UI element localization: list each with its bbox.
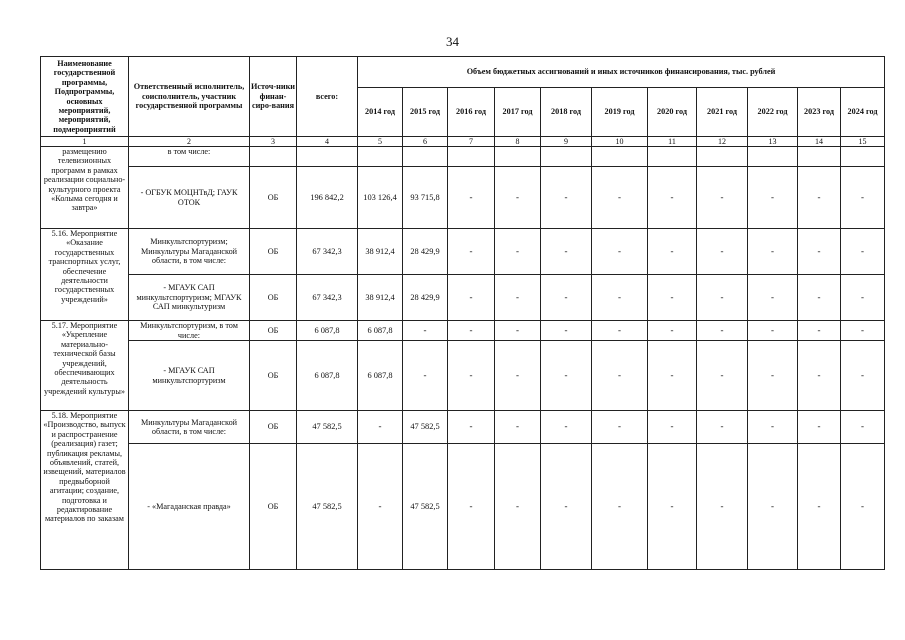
executor: Минкультуры Магаданской области, в том числе: <box>129 411 250 444</box>
year-value: 103 126,4 <box>358 167 403 229</box>
header-year: 2022 год <box>748 88 798 137</box>
year-value: - <box>648 321 697 341</box>
year-value: - <box>841 411 885 444</box>
column-number: 12 <box>697 137 748 147</box>
executor: Минкультспортуризм; Минкультуры Магаданской области, в том числе: <box>129 229 250 275</box>
year-value: - <box>592 321 648 341</box>
year-value: - <box>798 167 841 229</box>
year-value: - <box>403 321 448 341</box>
year-value: - <box>748 411 798 444</box>
header-year: 2020 год <box>648 88 697 137</box>
year-value: - <box>358 444 403 570</box>
year-value: - <box>448 321 495 341</box>
year-value: - <box>748 341 798 411</box>
column-number: 14 <box>798 137 841 147</box>
budget-table <box>40 56 885 570</box>
header-year: 2017 год <box>495 88 541 137</box>
column-number: 4 <box>297 137 358 147</box>
header-year: 2018 год <box>541 88 592 137</box>
header-year: 2019 год <box>592 88 648 137</box>
column-number: 5 <box>358 137 403 147</box>
year-value: - <box>495 411 541 444</box>
funding-source: ОБ <box>250 411 297 444</box>
year-value: - <box>748 167 798 229</box>
header-year: 2016 год <box>448 88 495 137</box>
year-value: - <box>358 411 403 444</box>
year-value: - <box>697 411 748 444</box>
year-value: - <box>541 411 592 444</box>
year-value: - <box>648 341 697 411</box>
event-name: размещению телевизионных программ в рамках реализации социально-культурного проекта «Колыма сегодня и завтра» <box>41 147 129 229</box>
year-value: - <box>592 275 648 321</box>
year-value: 28 429,9 <box>403 229 448 275</box>
page-number: 34 <box>446 34 459 49</box>
year-value: - <box>697 167 748 229</box>
year-value: - <box>697 321 748 341</box>
year-value: - <box>798 275 841 321</box>
event-name: 5.17. Мероприятие «Укрепление материально-технической базы учреждений, обеспечивающих деятельность учреждений культуры» <box>41 321 129 411</box>
year-value: - <box>841 444 885 570</box>
total-value: 196 842,2 <box>297 167 358 229</box>
header-year: 2024 год <box>841 88 885 137</box>
year-value: - <box>403 341 448 411</box>
executor: - МГАУК САП минкультспортуризм; МГАУК САП минкультуризм <box>129 275 250 321</box>
total-value: 47 582,5 <box>297 444 358 570</box>
column-number: 1 <box>41 137 129 147</box>
year-value: 93 715,8 <box>403 167 448 229</box>
year-value: - <box>541 341 592 411</box>
year-value: - <box>592 341 648 411</box>
year-value: 38 912,4 <box>358 275 403 321</box>
year-value: - <box>541 229 592 275</box>
year-value: 6 087,8 <box>358 341 403 411</box>
year-value: - <box>748 444 798 570</box>
year-value: - <box>541 275 592 321</box>
year-value: - <box>697 444 748 570</box>
executor: в том числе: <box>129 147 250 167</box>
year-value: - <box>541 321 592 341</box>
executor: - ОГБУК МОЦНТвД; ГАУК ОТОК <box>129 167 250 229</box>
year-value: - <box>495 229 541 275</box>
column-number: 2 <box>129 137 250 147</box>
year-value: 38 912,4 <box>358 229 403 275</box>
funding-source: ОБ <box>250 444 297 570</box>
header-year: 2021 год <box>697 88 748 137</box>
executor: - МГАУК САП минкультспортуризм <box>129 341 250 411</box>
year-value: - <box>541 167 592 229</box>
year-value: - <box>448 341 495 411</box>
column-number: 7 <box>448 137 495 147</box>
year-value: - <box>592 229 648 275</box>
funding-source: ОБ <box>250 229 297 275</box>
year-value: 47 582,5 <box>403 411 448 444</box>
year-value: - <box>495 167 541 229</box>
funding-source: ОБ <box>250 167 297 229</box>
year-value: - <box>448 411 495 444</box>
total-value: 67 342,3 <box>297 275 358 321</box>
column-number: 10 <box>592 137 648 147</box>
year-value: - <box>541 444 592 570</box>
year-value: - <box>592 411 648 444</box>
year-value: - <box>798 229 841 275</box>
year-value: - <box>495 341 541 411</box>
column-number: 13 <box>748 137 798 147</box>
year-value: - <box>798 341 841 411</box>
year-value: - <box>841 167 885 229</box>
year-value: - <box>798 321 841 341</box>
header-year: 2014 год <box>358 88 403 137</box>
year-value: - <box>697 229 748 275</box>
executor: Минкультспортуризм, в том числе: <box>129 321 250 341</box>
year-value: - <box>748 229 798 275</box>
header-source: Источ-ники финан-сиро-вания <box>250 57 297 137</box>
year-value: - <box>841 321 885 341</box>
year-value: - <box>798 444 841 570</box>
year-value: - <box>448 275 495 321</box>
header-total: всего: <box>297 57 358 137</box>
year-value: - <box>748 275 798 321</box>
year-value: - <box>748 321 798 341</box>
year-value: - <box>648 411 697 444</box>
year-value: - <box>592 167 648 229</box>
year-value: 28 429,9 <box>403 275 448 321</box>
year-value: - <box>448 229 495 275</box>
header-year: 2023 год <box>798 88 841 137</box>
header-executor: Ответственный исполнитель, соисполнитель, участник государственной программы <box>129 57 250 137</box>
total-value: 47 582,5 <box>297 411 358 444</box>
column-number: 3 <box>250 137 297 147</box>
total-value: 67 342,3 <box>297 229 358 275</box>
column-number: 8 <box>495 137 541 147</box>
year-value: - <box>592 444 648 570</box>
year-value: - <box>697 275 748 321</box>
column-number: 9 <box>541 137 592 147</box>
year-value: - <box>841 275 885 321</box>
year-value: - <box>798 411 841 444</box>
year-value: - <box>648 275 697 321</box>
year-value: 6 087,8 <box>358 321 403 341</box>
total-value: 6 087,8 <box>297 321 358 341</box>
column-number: 6 <box>403 137 448 147</box>
year-value: - <box>495 275 541 321</box>
column-number: 11 <box>648 137 697 147</box>
column-number: 15 <box>841 137 885 147</box>
year-value: - <box>697 341 748 411</box>
year-value: - <box>495 321 541 341</box>
header-volume: Объем бюджетных ассигнований и иных источников финансирования, тыс. рублей <box>358 57 885 88</box>
total-value: 6 087,8 <box>297 341 358 411</box>
year-value: - <box>448 444 495 570</box>
executor: - «Магаданская правда» <box>129 444 250 570</box>
header-year: 2015 год <box>403 88 448 137</box>
header-name: Наименование государственной программы, Подпрограммы, основных мероприятий, мероприятий, подмероприятий <box>41 57 129 137</box>
funding-source: ОБ <box>250 341 297 411</box>
year-value: - <box>648 229 697 275</box>
event-name: 5.16. Мероприятие «Оказание государственных транспортных услуг, обеспечение деятельности государственных учреждений» <box>41 229 129 321</box>
funding-source: ОБ <box>250 321 297 341</box>
year-value: - <box>495 444 541 570</box>
year-value: - <box>841 229 885 275</box>
year-value: - <box>648 444 697 570</box>
year-value: - <box>841 341 885 411</box>
year-value: - <box>448 167 495 229</box>
year-value: 47 582,5 <box>403 444 448 570</box>
event-name: 5.18. Мероприятие «Производство, выпуск и распространение (реализация) газет; публикация рекламы, объявлений, статей, извещений, материалов предвыборной агитации; создание, подготовка и редактирование материалов по заказам <box>41 411 129 570</box>
funding-source: ОБ <box>250 275 297 321</box>
year-value: - <box>648 167 697 229</box>
